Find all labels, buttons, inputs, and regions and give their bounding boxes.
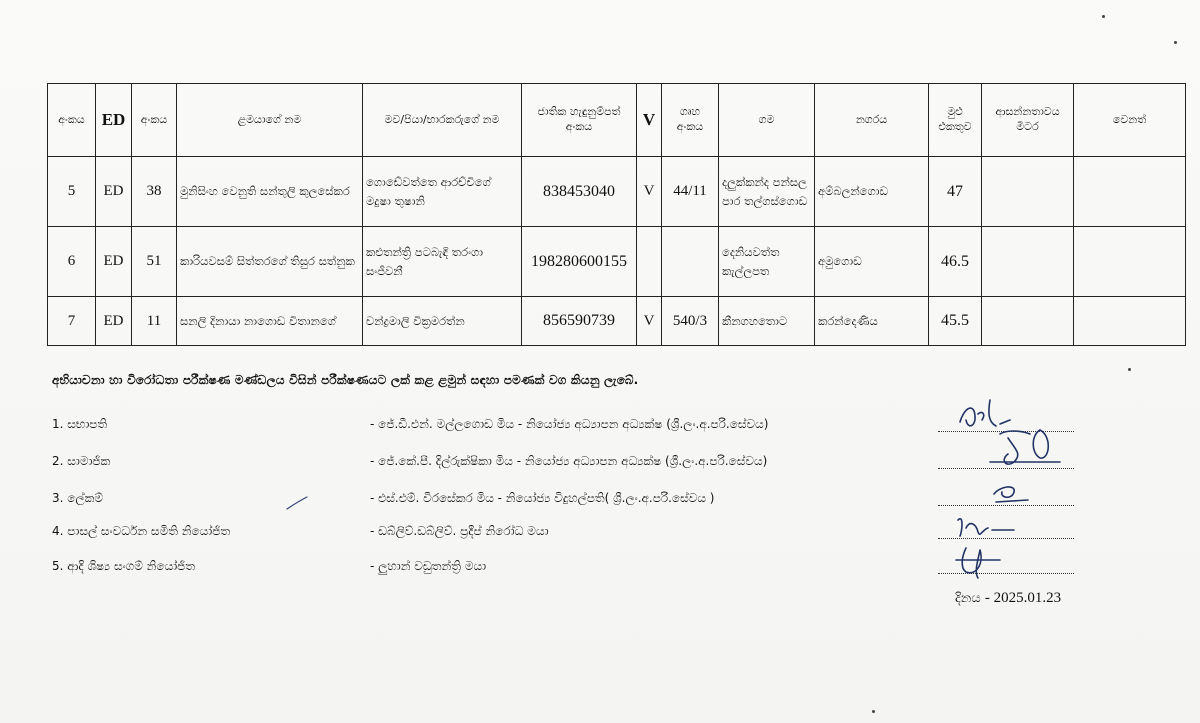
cell-village: දලුක්කන්ද පන්සල පාර තල්ගස්ගොඩ (719, 157, 815, 227)
scan-speck (1174, 41, 1177, 44)
cell-ed-no: 11 (132, 297, 177, 346)
header-distance: ආසන්නතාවය මීටර (982, 84, 1074, 157)
table-row (48, 227, 1186, 297)
cell-child-name: මුනිසිංහ වෙනුති සන්තුලි කුලසේකර (177, 157, 363, 227)
table-row (48, 157, 1186, 227)
cell-child-name: සනලි දිනායා නාගොඩ විතානගේ (177, 297, 363, 346)
cell-total-marks: 47 (929, 157, 982, 227)
header-village: ගම (719, 84, 815, 157)
cell-other (1074, 227, 1186, 297)
header-nic: ජාතික හැඳුනුම්පත් අංකය (522, 84, 637, 157)
cell-nic: 856590739 (522, 297, 637, 346)
handwritten-signatures (930, 390, 1090, 590)
member-person: - ජේ.කේ.පී. දිල්රුක්ෂිකා මිය - නියෝජ්‍ය අධ්‍යාපන අධ්‍යක්ෂ (ශ්‍රී.ලං.අ.පරි.සේවය) (370, 454, 768, 468)
cell-ed: ED (96, 297, 132, 346)
member-role: 4. පාසල් සංවර්ධන සමිති නියෝජිත (52, 524, 231, 538)
date-block (955, 590, 1061, 607)
cell-no: 5 (48, 157, 96, 227)
cell-nic: 838453040 (522, 157, 637, 227)
scan-speck (1128, 368, 1131, 371)
cell-guardian-name: ගොඩේවත්තෙ ආරච්චිගේ මදුෂා තුෂානි (363, 157, 522, 227)
cell-v (637, 227, 662, 297)
cell-distance (982, 297, 1074, 346)
table-header-row (48, 84, 1186, 157)
cell-other (1074, 157, 1186, 227)
header-guardian-name: මව/පියා/භාරකරුගේ නම (363, 84, 522, 157)
cell-guardian-name: චන්ද්‍රමාලි වික්‍රමරත්න (363, 297, 522, 346)
header-house-no: ගෘහ අංකය (662, 84, 719, 157)
cell-ed-no: 51 (132, 227, 177, 297)
cell-no: 6 (48, 227, 96, 297)
cell-nic: 198280600155 (522, 227, 637, 297)
cell-total-marks: 46.5 (929, 227, 982, 297)
member-role: 5. ආදි ශිෂ්‍ය සංගම් නියෝජිත (52, 559, 196, 573)
header-v: V (637, 84, 662, 157)
scan-speck (872, 710, 875, 713)
pen-mark (285, 495, 309, 511)
cell-village: කීනගහතොට (719, 297, 815, 346)
cell-ed: ED (96, 227, 132, 297)
cell-other (1074, 297, 1186, 346)
header-child-name: ළමයාගේ නම (177, 84, 363, 157)
header-total-marks: මුළු එකතුව (929, 84, 982, 157)
member-role: 3. ලේකම් (52, 491, 103, 505)
member-person: - ලුහාන් වඩුතන්ත්‍රි මයා (370, 559, 487, 573)
member-person: - ඩබ්ලිව්.ඩබ්ලිව්. ප්‍රදීප් නිරෝධ මයා (370, 524, 549, 538)
cell-no: 7 (48, 297, 96, 346)
date-value: - 2025.01.23 (984, 590, 1062, 606)
member-person: - ජේ.ඩී.එන්. මල්ලගොඩ මිය - නියෝජ්‍ය අධ්‍යාපන අධ්‍යක්ෂ (ශ්‍රී.ලං.අ.පරි.සේවය) (370, 417, 769, 431)
board-statement: අභියාචනා හා විරෝධතා පරීක්ෂණ මණ්ඩලය විසින් පරීක්ෂණයට ලක් කළ ළමුන් සඳහා පමණක් වග කියනු ලැබේ. (52, 373, 639, 387)
cell-town: අමුගොඩ (815, 227, 929, 297)
cell-town: අම්බලන්ගොඩ (815, 157, 929, 227)
date-label: දිනය (955, 591, 981, 606)
header-town: නගරය (815, 84, 929, 157)
member-person: - එස්.එම්. විරසේකර මිය - නියෝජ්‍ය විදුහල්පති( ශ්‍රී.ලං.අ.පරි.සේවය ) (370, 491, 715, 505)
scan-speck (1102, 15, 1105, 18)
cell-town: කරන්දෙණිය (815, 297, 929, 346)
cell-child-name: කාරියවසම් සිත්තරගේ තිසුර සත්නුක (177, 227, 363, 297)
cell-v: V (637, 297, 662, 346)
cell-total-marks: 45.5 (929, 297, 982, 346)
member-role: 2. සාමාජික (52, 454, 111, 468)
member-role: 1. සභාපති (52, 417, 108, 431)
header-ed: ED (96, 84, 132, 157)
cell-house-no: 44/11 (662, 157, 719, 227)
cell-v: V (637, 157, 662, 227)
cell-ed: ED (96, 157, 132, 227)
cell-guardian-name: කළුතන්ත්‍රි පටබැඳි තරංගා සංජීවනී (363, 227, 522, 297)
cell-distance (982, 227, 1074, 297)
header-no: අංකය (48, 84, 96, 157)
cell-village: දෙනියවත්ත කැල්ලපත (719, 227, 815, 297)
header-other: වෙනත් (1074, 84, 1186, 157)
table-row (48, 297, 1186, 346)
cell-house-no: 540/3 (662, 297, 719, 346)
header-ed-no: අංකය (132, 84, 177, 157)
applicant-table (47, 83, 1186, 346)
cell-distance (982, 157, 1074, 227)
cell-ed-no: 38 (132, 157, 177, 227)
cell-house-no (662, 227, 719, 297)
